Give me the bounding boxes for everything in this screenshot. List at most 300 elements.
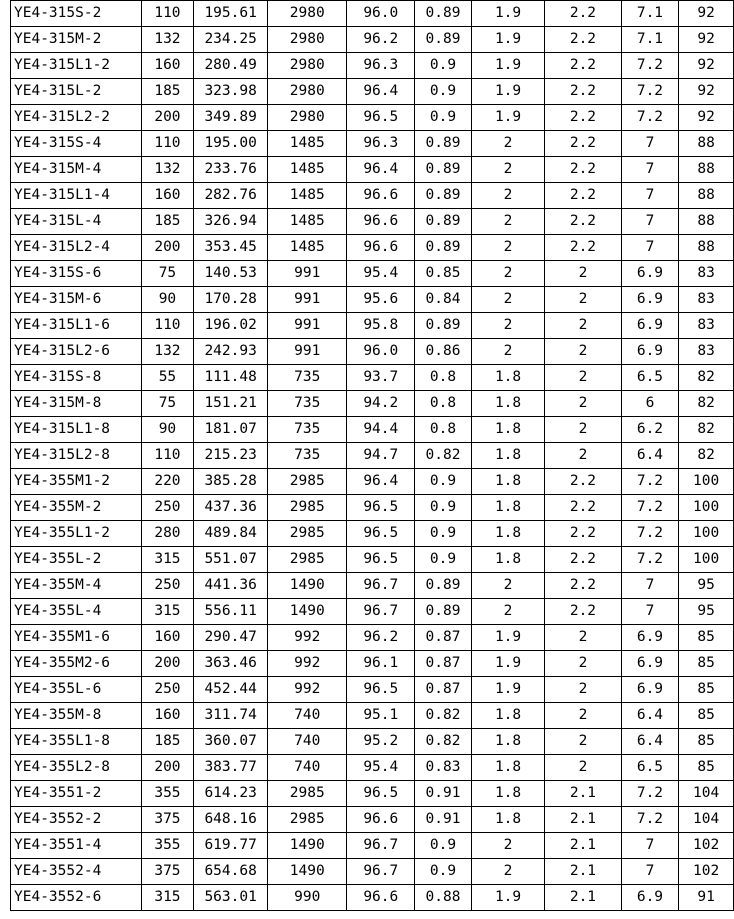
- current-cell: 282.76: [194, 183, 268, 209]
- current-cell: 619.77: [194, 833, 268, 859]
- max-torque-ratio-cell: 2.2: [545, 157, 621, 183]
- starting-current-ratio-cell: 6.9: [621, 885, 679, 911]
- max-torque-ratio-cell: 2: [545, 677, 621, 703]
- current-cell: 151.21: [194, 391, 268, 417]
- speed-cell: 992: [268, 651, 347, 677]
- power-factor-cell: 0.9: [415, 547, 472, 573]
- max-torque-ratio-cell: 2: [545, 313, 621, 339]
- power-cell: 200: [141, 651, 194, 677]
- speed-cell: 991: [268, 261, 347, 287]
- max-torque-ratio-cell: 2: [545, 417, 621, 443]
- max-torque-ratio-cell: 2.2: [545, 599, 621, 625]
- model-cell: YE4-315S-6: [11, 261, 142, 287]
- starting-torque-ratio-cell: 2: [471, 833, 544, 859]
- table-row: [11, 729, 734, 755]
- starting-torque-ratio-cell: 1.8: [471, 807, 544, 833]
- noise-cell: 82: [679, 365, 734, 391]
- power-factor-cell: 0.9: [415, 79, 472, 105]
- table-row: [11, 53, 734, 79]
- power-factor-cell: 0.89: [415, 131, 472, 157]
- current-cell: 360.07: [194, 729, 268, 755]
- max-torque-ratio-cell: 2: [545, 339, 621, 365]
- model-cell: YE4-355M-8: [11, 703, 142, 729]
- starting-current-ratio-cell: 7.2: [621, 469, 679, 495]
- starting-current-ratio-cell: 7.2: [621, 79, 679, 105]
- max-torque-ratio-cell: 2.2: [545, 521, 621, 547]
- noise-cell: 82: [679, 417, 734, 443]
- starting-torque-ratio-cell: 1.8: [471, 443, 544, 469]
- noise-cell: 83: [679, 339, 734, 365]
- starting-torque-ratio-cell: 1.8: [471, 391, 544, 417]
- max-torque-ratio-cell: 2: [545, 443, 621, 469]
- speed-cell: 740: [268, 729, 347, 755]
- noise-cell: 88: [679, 209, 734, 235]
- efficiency-cell: 96.7: [347, 599, 415, 625]
- efficiency-cell: 94.4: [347, 417, 415, 443]
- efficiency-cell: 96.5: [347, 105, 415, 131]
- power-factor-cell: 0.91: [415, 781, 472, 807]
- model-cell: YE4-355M-2: [11, 495, 142, 521]
- model-cell: YE4-355M-4: [11, 573, 142, 599]
- max-torque-ratio-cell: 2: [545, 287, 621, 313]
- power-cell: 315: [141, 885, 194, 911]
- power-cell: 250: [141, 573, 194, 599]
- table-row: [11, 235, 734, 261]
- starting-torque-ratio-cell: 2: [471, 313, 544, 339]
- efficiency-cell: 96.4: [347, 469, 415, 495]
- power-factor-cell: 0.9: [415, 833, 472, 859]
- model-cell: YE4-355L1-2: [11, 521, 142, 547]
- current-cell: 556.11: [194, 599, 268, 625]
- starting-current-ratio-cell: 6.9: [621, 287, 679, 313]
- power-cell: 110: [141, 313, 194, 339]
- power-factor-cell: 0.82: [415, 729, 472, 755]
- starting-current-ratio-cell: 7: [621, 599, 679, 625]
- power-cell: 200: [141, 235, 194, 261]
- efficiency-cell: 95.4: [347, 755, 415, 781]
- model-cell: YE4-315L1-4: [11, 183, 142, 209]
- current-cell: 111.48: [194, 365, 268, 391]
- current-cell: 323.98: [194, 79, 268, 105]
- starting-current-ratio-cell: 7: [621, 573, 679, 599]
- spec-table-container: [10, 0, 734, 911]
- table-row: [11, 287, 734, 313]
- starting-current-ratio-cell: 7.1: [621, 1, 679, 27]
- power-cell: 220: [141, 469, 194, 495]
- model-cell: YE4-3552-4: [11, 859, 142, 885]
- model-cell: YE4-315M-6: [11, 287, 142, 313]
- efficiency-cell: 94.7: [347, 443, 415, 469]
- starting-current-ratio-cell: 6.9: [621, 261, 679, 287]
- current-cell: 233.76: [194, 157, 268, 183]
- efficiency-cell: 93.7: [347, 365, 415, 391]
- starting-current-ratio-cell: 7: [621, 859, 679, 885]
- table-row: [11, 547, 734, 573]
- current-cell: 437.36: [194, 495, 268, 521]
- model-cell: YE4-315L-2: [11, 79, 142, 105]
- efficiency-cell: 95.4: [347, 261, 415, 287]
- starting-torque-ratio-cell: 2: [471, 157, 544, 183]
- efficiency-cell: 96.4: [347, 157, 415, 183]
- speed-cell: 2985: [268, 495, 347, 521]
- efficiency-cell: 96.0: [347, 339, 415, 365]
- max-torque-ratio-cell: 2.2: [545, 209, 621, 235]
- current-cell: 280.49: [194, 53, 268, 79]
- current-cell: 242.93: [194, 339, 268, 365]
- speed-cell: 991: [268, 287, 347, 313]
- starting-current-ratio-cell: 7.2: [621, 105, 679, 131]
- model-cell: YE4-315S-2: [11, 1, 142, 27]
- current-cell: 614.23: [194, 781, 268, 807]
- max-torque-ratio-cell: 2.1: [545, 859, 621, 885]
- noise-cell: 83: [679, 287, 734, 313]
- efficiency-cell: 96.3: [347, 131, 415, 157]
- starting-torque-ratio-cell: 2: [471, 859, 544, 885]
- starting-current-ratio-cell: 6.4: [621, 703, 679, 729]
- power-cell: 132: [141, 339, 194, 365]
- efficiency-cell: 96.0: [347, 1, 415, 27]
- speed-cell: 2985: [268, 807, 347, 833]
- starting-torque-ratio-cell: 1.8: [471, 417, 544, 443]
- speed-cell: 2985: [268, 781, 347, 807]
- power-cell: 75: [141, 261, 194, 287]
- max-torque-ratio-cell: 2: [545, 261, 621, 287]
- efficiency-cell: 95.8: [347, 313, 415, 339]
- starting-torque-ratio-cell: 2: [471, 599, 544, 625]
- efficiency-cell: 95.6: [347, 287, 415, 313]
- noise-cell: 100: [679, 547, 734, 573]
- speed-cell: 2985: [268, 469, 347, 495]
- noise-cell: 88: [679, 157, 734, 183]
- power-cell: 250: [141, 495, 194, 521]
- noise-cell: 85: [679, 755, 734, 781]
- table-row: [11, 365, 734, 391]
- power-cell: 185: [141, 209, 194, 235]
- max-torque-ratio-cell: 2.2: [545, 27, 621, 53]
- table-row: [11, 27, 734, 53]
- power-factor-cell: 0.87: [415, 651, 472, 677]
- power-cell: 132: [141, 157, 194, 183]
- noise-cell: 92: [679, 53, 734, 79]
- speed-cell: 740: [268, 755, 347, 781]
- power-factor-cell: 0.87: [415, 625, 472, 651]
- table-row: [11, 79, 734, 105]
- table-row: [11, 261, 734, 287]
- power-cell: 200: [141, 105, 194, 131]
- speed-cell: 1485: [268, 183, 347, 209]
- noise-cell: 88: [679, 131, 734, 157]
- power-factor-cell: 0.89: [415, 209, 472, 235]
- efficiency-cell: 96.2: [347, 625, 415, 651]
- speed-cell: 1490: [268, 833, 347, 859]
- max-torque-ratio-cell: 2.2: [545, 183, 621, 209]
- efficiency-cell: 96.2: [347, 27, 415, 53]
- speed-cell: 2980: [268, 1, 347, 27]
- table-row: [11, 105, 734, 131]
- model-cell: YE4-355L1-8: [11, 729, 142, 755]
- efficiency-cell: 94.2: [347, 391, 415, 417]
- power-factor-cell: 0.8: [415, 391, 472, 417]
- table-row: [11, 183, 734, 209]
- model-cell: YE4-315M-4: [11, 157, 142, 183]
- table-row: [11, 313, 734, 339]
- max-torque-ratio-cell: 2.1: [545, 885, 621, 911]
- power-cell: 110: [141, 131, 194, 157]
- model-cell: YE4-355M1-6: [11, 625, 142, 651]
- starting-torque-ratio-cell: 1.9: [471, 625, 544, 651]
- current-cell: 489.84: [194, 521, 268, 547]
- starting-current-ratio-cell: 6.9: [621, 651, 679, 677]
- table-row: [11, 1, 734, 27]
- efficiency-cell: 96.6: [347, 235, 415, 261]
- power-factor-cell: 0.9: [415, 521, 472, 547]
- table-row: [11, 885, 734, 911]
- speed-cell: 1490: [268, 599, 347, 625]
- starting-current-ratio-cell: 7: [621, 833, 679, 859]
- table-row: [11, 703, 734, 729]
- starting-current-ratio-cell: 7.2: [621, 53, 679, 79]
- starting-current-ratio-cell: 7: [621, 157, 679, 183]
- power-cell: 250: [141, 677, 194, 703]
- power-cell: 280: [141, 521, 194, 547]
- power-factor-cell: 0.89: [415, 235, 472, 261]
- table-row: [11, 495, 734, 521]
- starting-current-ratio-cell: 7.2: [621, 807, 679, 833]
- starting-torque-ratio-cell: 2: [471, 261, 544, 287]
- speed-cell: 991: [268, 339, 347, 365]
- power-cell: 185: [141, 79, 194, 105]
- noise-cell: 100: [679, 521, 734, 547]
- starting-torque-ratio-cell: 1.8: [471, 521, 544, 547]
- noise-cell: 92: [679, 1, 734, 27]
- starting-torque-ratio-cell: 1.8: [471, 547, 544, 573]
- max-torque-ratio-cell: 2: [545, 625, 621, 651]
- efficiency-cell: 96.3: [347, 53, 415, 79]
- model-cell: YE4-315S-8: [11, 365, 142, 391]
- max-torque-ratio-cell: 2.2: [545, 131, 621, 157]
- table-row: [11, 859, 734, 885]
- starting-torque-ratio-cell: 2: [471, 573, 544, 599]
- noise-cell: 83: [679, 313, 734, 339]
- noise-cell: 104: [679, 781, 734, 807]
- max-torque-ratio-cell: 2: [545, 755, 621, 781]
- power-factor-cell: 0.91: [415, 807, 472, 833]
- table-row: [11, 677, 734, 703]
- power-factor-cell: 0.84: [415, 287, 472, 313]
- table-row: [11, 573, 734, 599]
- efficiency-cell: 96.5: [347, 521, 415, 547]
- table-row: [11, 131, 734, 157]
- current-cell: 195.00: [194, 131, 268, 157]
- starting-current-ratio-cell: 7.2: [621, 521, 679, 547]
- starting-current-ratio-cell: 6: [621, 391, 679, 417]
- starting-current-ratio-cell: 7.2: [621, 781, 679, 807]
- speed-cell: 735: [268, 365, 347, 391]
- power-factor-cell: 0.89: [415, 599, 472, 625]
- starting-torque-ratio-cell: 2: [471, 209, 544, 235]
- starting-current-ratio-cell: 7: [621, 131, 679, 157]
- power-cell: 185: [141, 729, 194, 755]
- current-cell: 353.45: [194, 235, 268, 261]
- table-row: [11, 599, 734, 625]
- speed-cell: 1490: [268, 859, 347, 885]
- table-row: [11, 755, 734, 781]
- table-row: [11, 209, 734, 235]
- power-cell: 375: [141, 859, 194, 885]
- table-row: [11, 521, 734, 547]
- current-cell: 196.02: [194, 313, 268, 339]
- model-cell: YE4-315L1-6: [11, 313, 142, 339]
- speed-cell: 735: [268, 443, 347, 469]
- current-cell: 383.77: [194, 755, 268, 781]
- table-row: [11, 339, 734, 365]
- starting-torque-ratio-cell: 1.9: [471, 651, 544, 677]
- power-cell: 110: [141, 1, 194, 27]
- efficiency-cell: 96.1: [347, 651, 415, 677]
- starting-current-ratio-cell: 7.2: [621, 547, 679, 573]
- current-cell: 170.28: [194, 287, 268, 313]
- table-body: [11, 1, 734, 911]
- power-cell: 75: [141, 391, 194, 417]
- power-cell: 160: [141, 183, 194, 209]
- power-factor-cell: 0.89: [415, 1, 472, 27]
- noise-cell: 104: [679, 807, 734, 833]
- current-cell: 311.74: [194, 703, 268, 729]
- power-factor-cell: 0.9: [415, 859, 472, 885]
- power-cell: 355: [141, 781, 194, 807]
- efficiency-cell: 96.5: [347, 547, 415, 573]
- efficiency-cell: 95.2: [347, 729, 415, 755]
- model-cell: YE4-315L1-2: [11, 53, 142, 79]
- speed-cell: 992: [268, 625, 347, 651]
- power-cell: 110: [141, 443, 194, 469]
- model-cell: YE4-315M-2: [11, 27, 142, 53]
- starting-current-ratio-cell: 6.2: [621, 417, 679, 443]
- efficiency-cell: 96.5: [347, 495, 415, 521]
- model-cell: YE4-315L1-8: [11, 417, 142, 443]
- starting-current-ratio-cell: 6.5: [621, 755, 679, 781]
- starting-current-ratio-cell: 6.9: [621, 339, 679, 365]
- model-cell: YE4-3552-2: [11, 807, 142, 833]
- max-torque-ratio-cell: 2: [545, 365, 621, 391]
- table-row: [11, 157, 734, 183]
- power-cell: 160: [141, 625, 194, 651]
- starting-current-ratio-cell: 7.2: [621, 495, 679, 521]
- power-factor-cell: 0.82: [415, 443, 472, 469]
- power-cell: 90: [141, 287, 194, 313]
- noise-cell: 85: [679, 651, 734, 677]
- table-row: [11, 781, 734, 807]
- starting-torque-ratio-cell: 1.8: [471, 703, 544, 729]
- starting-torque-ratio-cell: 1.8: [471, 729, 544, 755]
- efficiency-cell: 96.6: [347, 183, 415, 209]
- model-cell: YE4-355L-6: [11, 677, 142, 703]
- starting-current-ratio-cell: 7: [621, 183, 679, 209]
- starting-torque-ratio-cell: 1.9: [471, 27, 544, 53]
- speed-cell: 1485: [268, 235, 347, 261]
- speed-cell: 1485: [268, 157, 347, 183]
- max-torque-ratio-cell: 2.2: [545, 105, 621, 131]
- speed-cell: 990: [268, 885, 347, 911]
- starting-torque-ratio-cell: 1.8: [471, 469, 544, 495]
- noise-cell: 100: [679, 469, 734, 495]
- max-torque-ratio-cell: 2: [545, 391, 621, 417]
- noise-cell: 92: [679, 105, 734, 131]
- model-cell: YE4-3552-6: [11, 885, 142, 911]
- model-cell: YE4-315L2-8: [11, 443, 142, 469]
- max-torque-ratio-cell: 2.2: [545, 53, 621, 79]
- noise-cell: 88: [679, 235, 734, 261]
- starting-current-ratio-cell: 7: [621, 235, 679, 261]
- starting-torque-ratio-cell: 2: [471, 339, 544, 365]
- speed-cell: 2985: [268, 521, 347, 547]
- starting-torque-ratio-cell: 2: [471, 235, 544, 261]
- efficiency-cell: 96.5: [347, 677, 415, 703]
- current-cell: 385.28: [194, 469, 268, 495]
- noise-cell: 100: [679, 495, 734, 521]
- model-cell: YE4-3551-2: [11, 781, 142, 807]
- starting-torque-ratio-cell: 2: [471, 183, 544, 209]
- starting-current-ratio-cell: 7.1: [621, 27, 679, 53]
- max-torque-ratio-cell: 2.2: [545, 79, 621, 105]
- starting-torque-ratio-cell: 1.8: [471, 755, 544, 781]
- starting-current-ratio-cell: 7: [621, 209, 679, 235]
- speed-cell: 1485: [268, 209, 347, 235]
- power-cell: 160: [141, 703, 194, 729]
- current-cell: 654.68: [194, 859, 268, 885]
- power-cell: 55: [141, 365, 194, 391]
- efficiency-cell: 95.1: [347, 703, 415, 729]
- power-factor-cell: 0.87: [415, 677, 472, 703]
- power-factor-cell: 0.89: [415, 313, 472, 339]
- power-factor-cell: 0.8: [415, 417, 472, 443]
- speed-cell: 2980: [268, 105, 347, 131]
- table-row: [11, 833, 734, 859]
- current-cell: 290.47: [194, 625, 268, 651]
- current-cell: 349.89: [194, 105, 268, 131]
- current-cell: 563.01: [194, 885, 268, 911]
- power-factor-cell: 0.85: [415, 261, 472, 287]
- power-cell: 160: [141, 53, 194, 79]
- max-torque-ratio-cell: 2.2: [545, 469, 621, 495]
- starting-current-ratio-cell: 6.5: [621, 365, 679, 391]
- max-torque-ratio-cell: 2.2: [545, 547, 621, 573]
- starting-current-ratio-cell: 6.4: [621, 729, 679, 755]
- max-torque-ratio-cell: 2: [545, 651, 621, 677]
- power-factor-cell: 0.9: [415, 105, 472, 131]
- power-cell: 315: [141, 599, 194, 625]
- power-factor-cell: 0.89: [415, 157, 472, 183]
- table-row: [11, 469, 734, 495]
- max-torque-ratio-cell: 2.2: [545, 235, 621, 261]
- speed-cell: 2980: [268, 53, 347, 79]
- power-cell: 375: [141, 807, 194, 833]
- power-cell: 355: [141, 833, 194, 859]
- noise-cell: 92: [679, 79, 734, 105]
- current-cell: 363.46: [194, 651, 268, 677]
- power-factor-cell: 0.89: [415, 573, 472, 599]
- max-torque-ratio-cell: 2.1: [545, 781, 621, 807]
- model-cell: YE4-355M2-6: [11, 651, 142, 677]
- starting-torque-ratio-cell: 1.8: [471, 495, 544, 521]
- speed-cell: 735: [268, 391, 347, 417]
- model-cell: YE4-315L2-6: [11, 339, 142, 365]
- noise-cell: 85: [679, 703, 734, 729]
- starting-current-ratio-cell: 6.9: [621, 625, 679, 651]
- noise-cell: 95: [679, 573, 734, 599]
- table-row: [11, 625, 734, 651]
- current-cell: 140.53: [194, 261, 268, 287]
